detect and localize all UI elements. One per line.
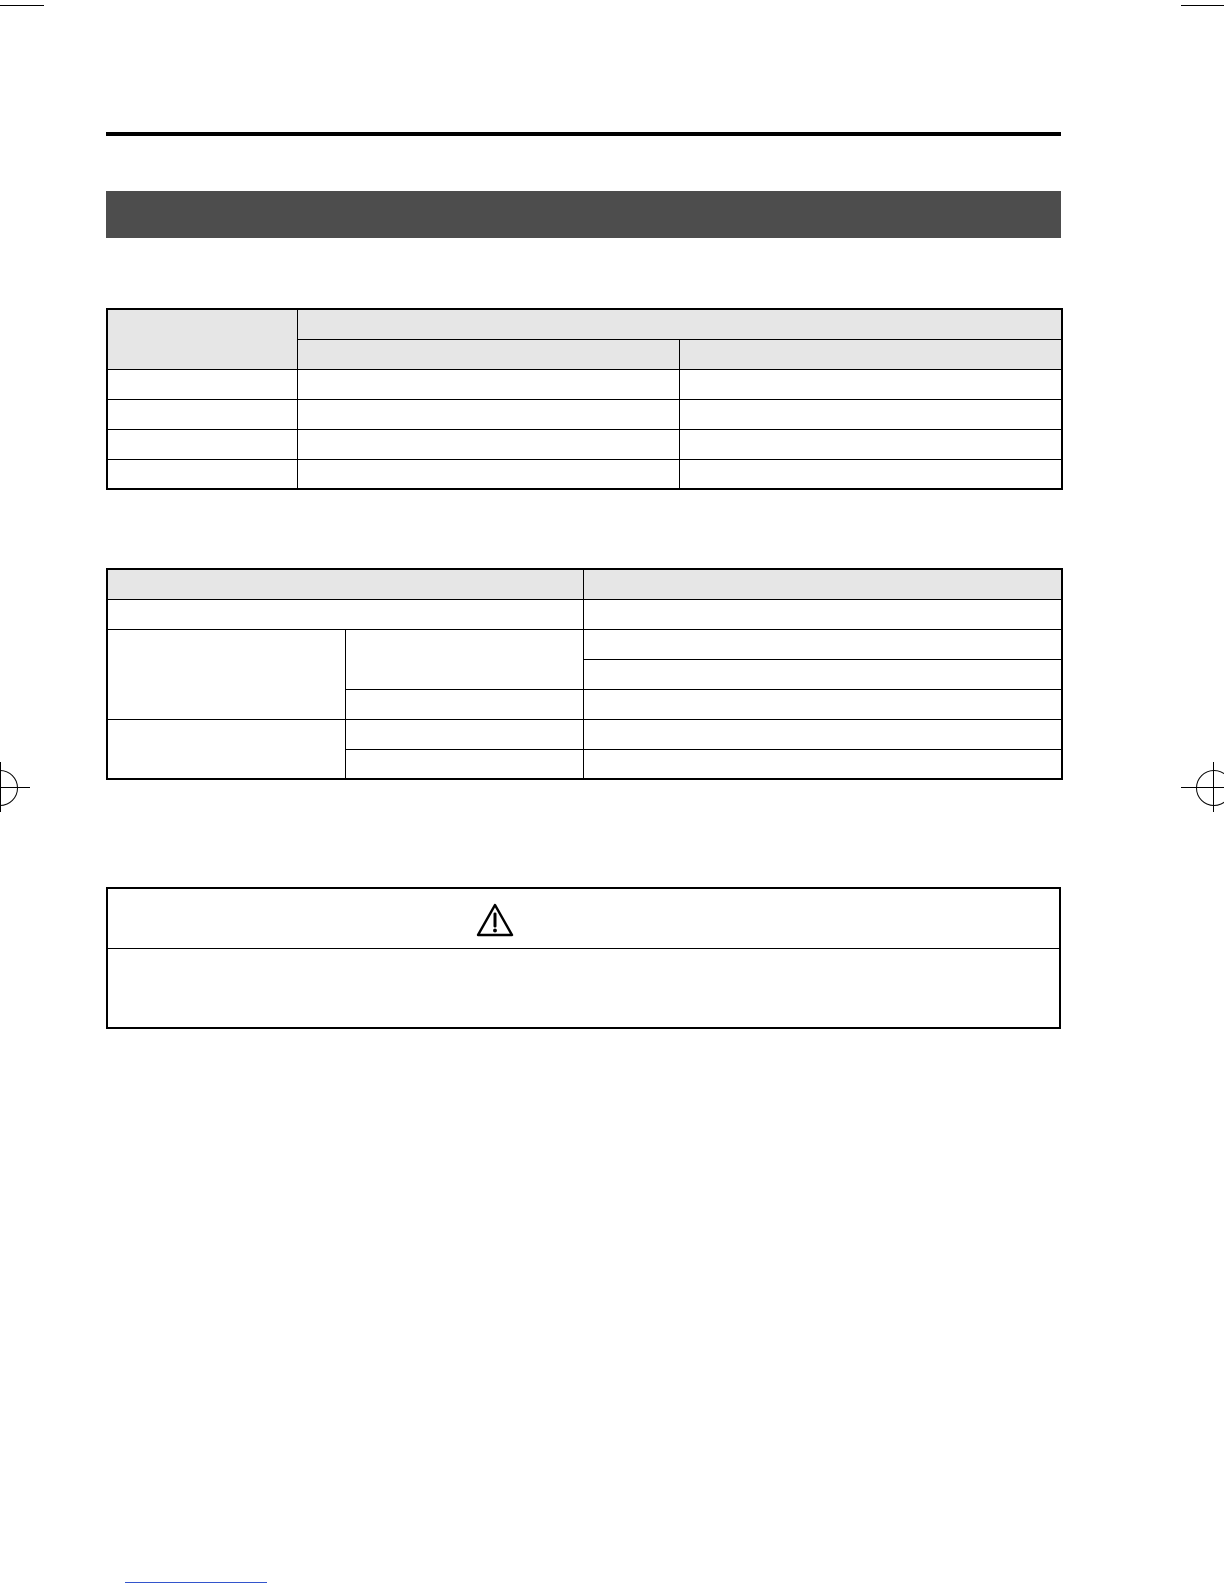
table-row [107, 599, 1062, 629]
table-cell [107, 369, 297, 399]
table-row [107, 719, 1062, 749]
table-cell [583, 659, 1062, 689]
footer-link-underline [125, 1582, 267, 1583]
table-cell [107, 459, 297, 489]
caution-box [106, 887, 1061, 1029]
table-cell [297, 369, 679, 399]
table-cell [345, 689, 583, 719]
table1-header-sub [679, 339, 1062, 369]
table1-row-header [107, 309, 297, 369]
table-cell [679, 429, 1062, 459]
caution-text [108, 949, 1059, 1027]
table2-header [107, 569, 583, 599]
table-cell [297, 459, 679, 489]
table-cell [107, 629, 345, 719]
crop-mark-top-right [1181, 5, 1224, 6]
table-cell [583, 719, 1062, 749]
table-cell [107, 719, 345, 779]
table-cell [345, 719, 583, 749]
spec-table-1 [106, 308, 1063, 490]
table-cell [297, 399, 679, 429]
section-title-band [106, 191, 1061, 238]
table-cell [583, 599, 1062, 629]
table-row [107, 629, 1062, 659]
header-rule [106, 132, 1061, 136]
table-cell [679, 369, 1062, 399]
table1-header-sub [297, 339, 679, 369]
table-cell [583, 749, 1062, 779]
crop-mark-top-left [0, 5, 44, 6]
table-cell [679, 459, 1062, 489]
table-row [107, 459, 1062, 489]
caution-header [108, 889, 1059, 949]
table-row [107, 399, 1062, 429]
table-cell [583, 629, 1062, 659]
table-cell [583, 689, 1062, 719]
table-cell [107, 429, 297, 459]
table-cell [345, 749, 583, 779]
table1-header-main [297, 309, 1062, 339]
table-row [107, 429, 1062, 459]
warning-triangle-icon [475, 902, 515, 943]
table-cell [297, 429, 679, 459]
table2-header [583, 569, 1062, 599]
table-cell [679, 399, 1062, 429]
table-cell [107, 399, 297, 429]
table-cell [345, 629, 583, 689]
table-row [107, 369, 1062, 399]
table-cell [107, 599, 583, 629]
spec-table-2 [106, 568, 1063, 780]
